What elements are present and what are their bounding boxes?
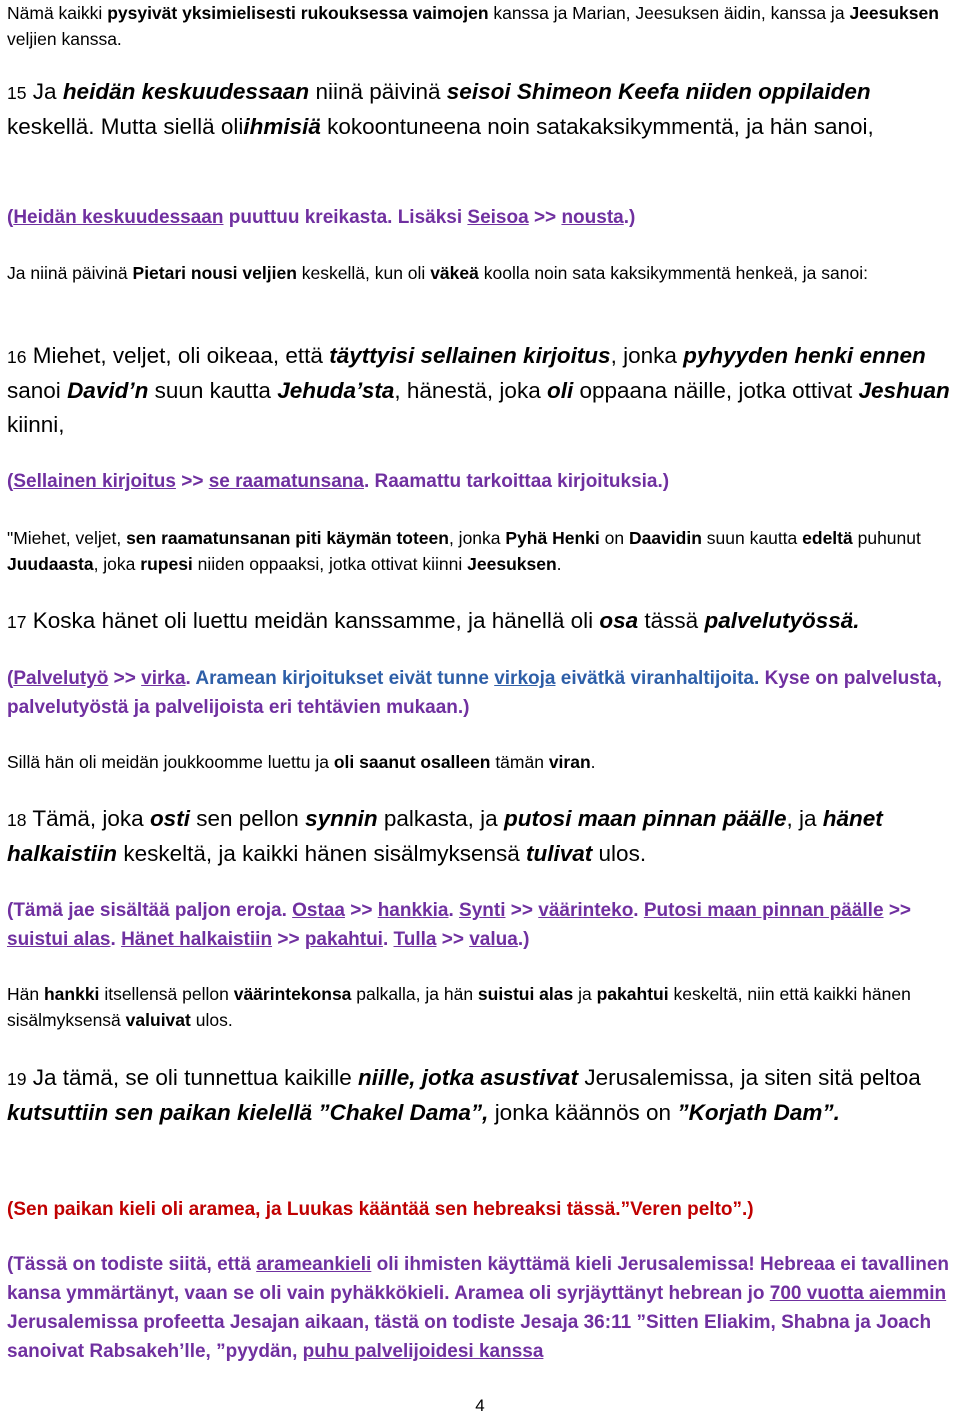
text: .)	[623, 207, 636, 228]
text: .	[382, 929, 389, 950]
text: edeltä	[802, 528, 853, 548]
text: jonka käännös on	[494, 1100, 672, 1125]
text: ”Sitten Eliakim, Shabna ja Joach sanoivat Rabsakeh’lle, ”pyydän,	[7, 1312, 932, 1362]
verse-number: 15	[7, 83, 27, 103]
text: palvelutyössä.	[704, 608, 860, 633]
text: Kyse on palvelusta, palvelutyöstä ja palvelijoista eri tehtävien mukaan.)	[7, 668, 942, 718]
text: Ostaa	[292, 900, 345, 921]
text: Tulla	[393, 929, 437, 950]
text: Hebreaa ei tavallinen kansa ymmärtänyt, vaan se oli vain pyhäkkökieli. Aramea oli syrjäyttänyt hebrean jo	[7, 1254, 950, 1304]
text: tässä	[644, 608, 699, 633]
text: Palvelutyö	[13, 668, 109, 689]
text: Daavidin	[628, 528, 702, 548]
text: kutsuttiin sen paikan kielellä ”Chakel Dama”,	[7, 1100, 489, 1125]
text: , ja	[786, 806, 817, 831]
text: David’n	[67, 378, 149, 403]
verse-number: 18	[7, 810, 27, 830]
note-6	[7, 1250, 955, 1366]
note-1	[7, 203, 955, 232]
text: Ja niinä päivinä	[7, 263, 128, 283]
text: se raamatunsana	[208, 471, 364, 492]
note-3	[7, 664, 955, 722]
text: suistui alas	[7, 929, 111, 950]
text: rupesi	[140, 554, 193, 574]
text: hänet halkaistiin	[7, 806, 883, 866]
text: Jeesuksen	[467, 554, 557, 574]
verse-16	[7, 339, 955, 442]
text: >>	[510, 900, 533, 921]
text: niiden oppaaksi, jotka ottivat kiinni	[197, 554, 463, 574]
verse-18	[7, 802, 955, 871]
text: heidän keskuudessaan	[62, 79, 310, 104]
text: täyttyisi sellainen kirjoitus	[329, 343, 611, 368]
note-4	[7, 896, 955, 954]
text: niinä päivinä	[315, 79, 441, 104]
text: Seisoa	[467, 207, 529, 228]
verse-number: 16	[7, 347, 27, 367]
text: osa	[599, 608, 639, 633]
text: >>	[113, 668, 136, 689]
text: sen pellon	[196, 806, 299, 831]
text: kiinni,	[7, 412, 65, 437]
text: Aramean kirjoitukset eivät tunne	[195, 668, 489, 689]
text: keskellä, kun oli	[301, 263, 426, 283]
text: ihmisiä	[243, 114, 321, 139]
text: väärintekonsa	[233, 984, 352, 1004]
text: (	[7, 668, 14, 689]
text: >>	[350, 900, 373, 921]
text: Putosi maan pinnan päälle	[643, 900, 884, 921]
text: Juudaasta	[7, 554, 94, 574]
text: hankkia	[377, 900, 449, 921]
text: oli ihmisten käyttämä kieli Jerusalemissa!	[376, 1254, 755, 1275]
text: palkalla, ja hän	[356, 984, 474, 1004]
text: ulos.	[195, 1010, 233, 1030]
text: (Sen paikan kieli oli aramea, ja Luukas kääntää sen hebreaksi tässä.”Veren pelto”.)	[7, 1199, 754, 1220]
text: on	[604, 528, 625, 548]
text: Jehuda’sta	[277, 378, 395, 403]
text: pysyivät yksimielisesti rukouksessa vaimojen	[107, 3, 489, 23]
text: kokoontuneena noin satakaksikymmentä, ja hän sanoi,	[327, 114, 874, 139]
text: .	[448, 900, 454, 921]
note-5	[7, 1195, 955, 1224]
text: .)	[517, 929, 530, 950]
note-2	[7, 467, 955, 496]
text: oli saanut osalleen	[333, 752, 491, 772]
text: Jerusalemissa profeetta Jesajan aikaan, tästä on todiste Jesaja 36:11	[7, 1312, 632, 1333]
text: tulivat	[526, 841, 593, 866]
text: .	[185, 668, 191, 689]
text: valua	[469, 929, 518, 950]
text: palkasta, ja	[383, 806, 498, 831]
text: Hän	[7, 984, 40, 1004]
text: tämän	[495, 752, 544, 772]
text: niille, jotka asustivat	[357, 1065, 579, 1090]
text: eivätkä viranhaltijoita.	[560, 668, 760, 689]
text: sanoi	[7, 378, 61, 403]
text: oppaana näille, jotka ottivat	[579, 378, 853, 403]
text: ja	[578, 984, 592, 1004]
text: "Miehet, veljet,	[7, 528, 122, 548]
text: väkeä	[430, 263, 479, 283]
verse-number: 17	[7, 612, 27, 632]
text: puhu palvelijoidesi kanssa	[302, 1341, 544, 1362]
text: Pietari nousi veljien	[132, 263, 297, 283]
text: Synti	[459, 900, 506, 921]
text: 700 vuotta aiemmin	[769, 1283, 947, 1304]
text: keskeltä, ja kaikki hänen sisälmyksensä	[123, 841, 520, 866]
text: Jerusalemissa, ja siten sitä peltoa	[584, 1065, 921, 1090]
text: puhunut	[857, 528, 921, 548]
text: oli	[546, 378, 574, 403]
text: (	[7, 207, 14, 228]
text: , joka	[93, 554, 136, 574]
text: ulos.	[598, 841, 647, 866]
text: suistui alas	[477, 984, 574, 1004]
text: virkoja	[494, 668, 556, 689]
text: virka	[141, 668, 186, 689]
text: putosi maan pinnan päälle	[503, 806, 787, 831]
text: nousta	[561, 207, 624, 228]
text: >>	[533, 207, 557, 228]
text: .	[556, 554, 562, 574]
text: synnin	[305, 806, 378, 831]
text: suun kautta	[706, 528, 798, 548]
text: Sillä hän oli meidän joukkoomme luettu ja	[7, 752, 329, 772]
page-number: 4	[475, 1396, 485, 1415]
verse-17	[7, 604, 955, 639]
text: Heidän keskuudessaan	[13, 207, 224, 228]
text: sen raamatunsanan piti käymän toteen	[126, 528, 449, 548]
comparison-v15	[7, 260, 955, 286]
text: Sellainen kirjoitus	[13, 471, 176, 492]
text: , hänestä, joka	[394, 378, 541, 403]
text: koolla noin sata kaksikymmentä henkeä, ja sanoi:	[483, 263, 868, 283]
text: pakahtui	[304, 929, 383, 950]
verse-number: 19	[7, 1069, 27, 1089]
text: (Tässä on todiste siitä, että	[7, 1254, 251, 1275]
text: >>	[277, 929, 300, 950]
text: Ja	[32, 79, 57, 104]
text: Miehet, veljet, oli oikeaa, että	[32, 343, 323, 368]
text: puuttuu kreikasta. Lisäksi	[228, 207, 463, 228]
text: hankki	[43, 984, 100, 1004]
text: valuivat	[125, 1010, 191, 1030]
text: .	[590, 752, 596, 772]
text: >>	[181, 471, 204, 492]
comparison-v17	[7, 749, 955, 775]
text: (Tämä jae sisältää paljon eroja.	[7, 900, 287, 921]
text: Tämä, joka	[32, 806, 144, 831]
text: , jonka	[610, 343, 677, 368]
comparison-v16	[7, 525, 955, 577]
text: (	[7, 471, 14, 492]
text: >>	[888, 900, 912, 921]
text: viran	[548, 752, 591, 772]
text: , jonka	[448, 528, 501, 548]
text: Jeshuan	[858, 378, 950, 403]
text: Ja tämä, se oli tunnettua kaikille	[32, 1065, 352, 1090]
verse-19	[7, 1061, 955, 1130]
text: Jeesuksen	[849, 3, 939, 23]
text: Koska hänet oli luettu meidän kanssamme, ja hänellä oli	[32, 608, 594, 633]
text: pyhyyden henki ennen	[683, 343, 926, 368]
text: .	[110, 929, 116, 950]
text: >>	[441, 929, 464, 950]
text: . Raamattu tarkoittaa kirjoituksia.)	[363, 471, 670, 492]
text: keskeltä, niin että kaikki hänen sisälmyksensä	[7, 984, 911, 1030]
text: itsellensä pellon	[104, 984, 229, 1004]
comparison-v18	[7, 981, 955, 1033]
text: Nämä kaikki	[7, 3, 103, 23]
text: .	[633, 900, 639, 921]
verse-15	[7, 75, 955, 144]
paragraph-v14-end	[7, 0, 955, 52]
text: keskellä. Mutta siellä oli	[7, 114, 244, 139]
text: Hänet halkaistiin	[121, 929, 273, 950]
text: pakahtui	[596, 984, 669, 1004]
text: kanssa ja Marian, Jeesuksen äidin, kanssa ja	[493, 3, 845, 23]
text: ”Korjath Dam”.	[677, 1100, 840, 1125]
text: suun kautta	[154, 378, 271, 403]
text: väärinteko	[538, 900, 634, 921]
text: seisoi Shimeon Keefa niiden oppilaiden	[446, 79, 871, 104]
text: osti	[149, 806, 190, 831]
text: arameankieli	[256, 1254, 372, 1275]
text: Pyhä Henki	[505, 528, 600, 548]
text: veljien kanssa.	[7, 29, 122, 49]
